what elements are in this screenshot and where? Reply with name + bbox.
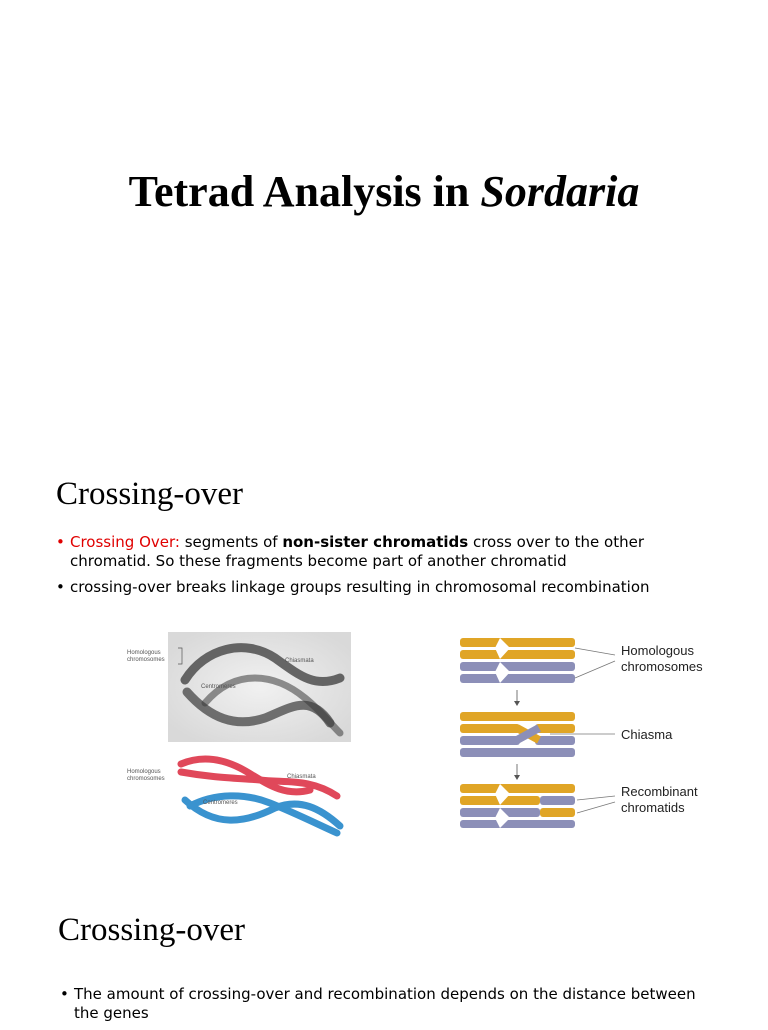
slide-title (0, 166, 768, 217)
label-chiasma: Chiasma (621, 727, 673, 742)
label-homologous: Homologous (127, 650, 161, 656)
label-chromosomes: chromosomes (621, 659, 703, 674)
recombinant-chromatids (460, 784, 575, 828)
connector-line (575, 648, 615, 678)
chromosome-micrograph-figure (125, 628, 355, 838)
bullet-linkage-groups: • crossing-over breaks linkage groups resulting in chromosomal recombination (56, 578, 706, 597)
crossing-over-slide-1 (0, 432, 768, 872)
arrow-head-icon (514, 701, 520, 706)
title-slide (0, 0, 768, 432)
label-homologous: Homologous (621, 643, 694, 658)
label-chiasmata: Chiasmata (285, 658, 314, 664)
arrow-head-icon (514, 775, 520, 780)
title-italic-text: Sordaria (480, 167, 640, 216)
label-centromeres: Centromeres (201, 684, 236, 690)
label-recombinant: Recombinant (621, 784, 698, 799)
label-chromosomes: chromosomes (127, 657, 165, 663)
bullet-list (56, 533, 706, 604)
homologous-chromosomes-pair (460, 638, 575, 683)
bullet-distance-between-genes: • The amount of crossing-over and recombination depends on the distance between the genes (60, 985, 710, 1023)
bullet-list (60, 985, 710, 1030)
slide-heading: Crossing-over (58, 912, 245, 948)
crossing-over-slide-2 (0, 872, 768, 1024)
label-homologous: Homologous (127, 769, 161, 775)
label-chromatids: chromatids (621, 800, 685, 815)
label-chromosomes: chromosomes (127, 776, 165, 782)
title-main-text: Tetrad Analysis in (128, 167, 481, 216)
bullet-text-part: segments of (179, 533, 283, 551)
connector-line (577, 796, 615, 813)
term-label: Crossing Over: (70, 533, 180, 551)
bullet-text-part: cross over to the other chromatid. So these fragments become part of another chromatid (70, 533, 645, 570)
slide-heading: Crossing-over (56, 476, 243, 512)
crossing-over-schematic (455, 628, 725, 828)
label-centromeres: Centromeres (203, 800, 238, 806)
bullet-crossing-over-definition (56, 533, 706, 571)
label-chiasmata: Chiasmata (287, 774, 316, 780)
chiasma-pair (460, 712, 575, 757)
bold-term: non-sister chromatids (282, 533, 469, 551)
